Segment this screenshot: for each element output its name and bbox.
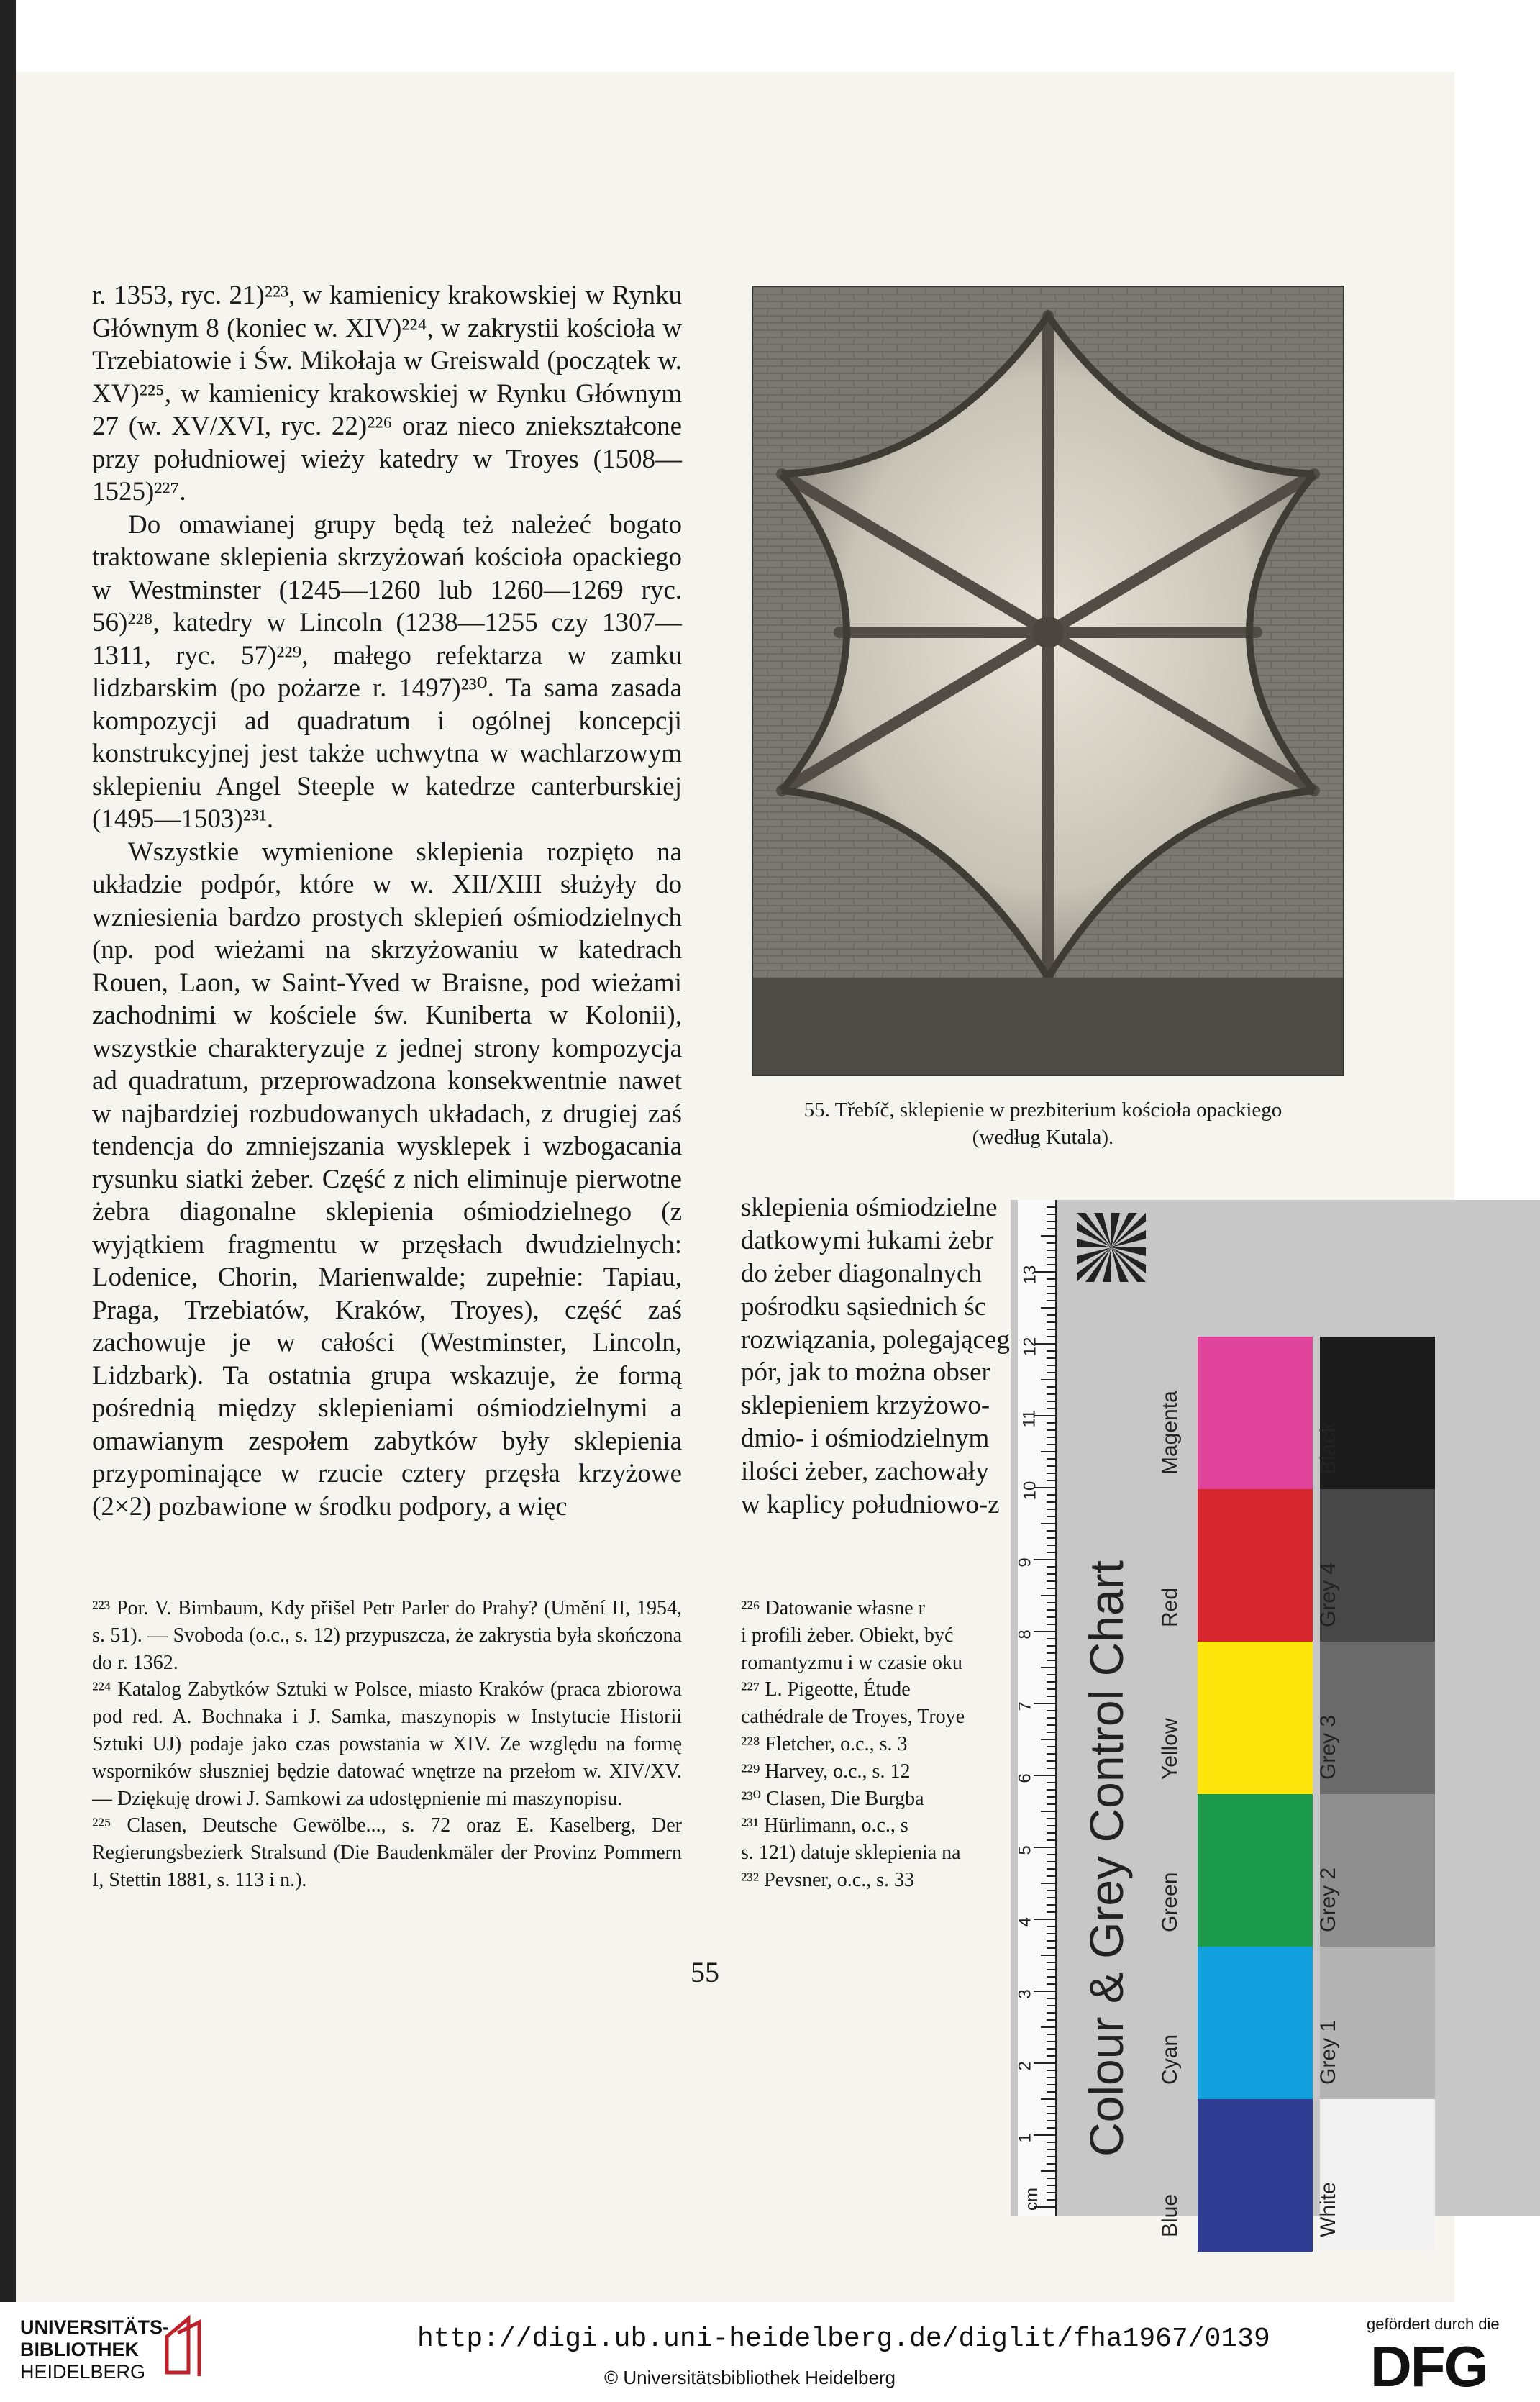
ruler-number: 9 (1015, 1557, 1035, 1568)
library-logo-text (20, 2316, 169, 2383)
color-swatch-blue (1198, 2099, 1313, 2252)
color-swatch-yellow (1198, 1642, 1313, 1794)
figure-caption (741, 1097, 1345, 1151)
ruler-number: 13 (1020, 1265, 1040, 1285)
color-swatch-label: Cyan (1158, 2034, 1182, 2085)
scan-edge-left (0, 0, 16, 2302)
right-text-column (741, 1191, 1043, 1521)
right-line: dmio- i ośmiodzielnym (741, 1424, 990, 1454)
footnote-line: romantyzmu i w czasie oku (741, 1651, 962, 1674)
grey-swatch-label: Grey 4 (1316, 1562, 1340, 1627)
grey-swatch-label: Grey 3 (1316, 1714, 1340, 1780)
color-swatch-label: Green (1158, 1872, 1182, 1932)
left-text-column (92, 279, 682, 1523)
footnote-line: i profili żeber. Obiekt, być (741, 1624, 954, 1647)
color-swatch-label: Yellow (1158, 1718, 1182, 1780)
footnote-line: ²²⁸ Fletcher, o.c., s. 3 (741, 1732, 908, 1755)
ruler-number: 10 (1020, 1480, 1040, 1501)
color-swatch-label: Magenta (1158, 1391, 1182, 1475)
copyright-text: © Universitätsbibliothek Heidelberg (604, 2367, 896, 2388)
document-url[interactable]: http://digi.ub.uni-heidelberg.de/diglit/fha1967/0139 (417, 2324, 1270, 2355)
caption-line-2: (według Kutala). (972, 1125, 1114, 1149)
ruler-number: 1 (1015, 2133, 1035, 2143)
ruler-number: 12 (1020, 1337, 1040, 1357)
library-line-2: BIBLIOTHEK (20, 2339, 139, 2361)
ruler-number: 3 (1015, 1989, 1035, 1999)
paragraph-2: Do omawianej grupy będą też należeć bogato traktowane sklepienia skrzyżowań kościoła opackiego w Westminster (1245—1260 lub 1260—1269 ryc. 56)²²⁸, katedry w Lincoln (1238—1255 czy 1307—1311, ryc. 57)²²⁹, małego refektarza w zamku lidzbarskim (po pożarze r. 1497)²³⁰. Ta sama zasada kompozycji ad quadratum i ogólnej koncepcji konstrukcyjnej jest także uchwytna w wachlarzowym sklepieniu Angel Steeple w katedrze canterburskiej (1495—1503)²³¹. (92, 509, 682, 834)
chart-title: Colour & Grey Control Chart (1080, 1560, 1133, 2157)
right-line: datkowymi łukami żebr (741, 1225, 994, 1255)
footnote-224: ²²⁴ Katalog Zabytków Sztuki w Polsce, miasto Kraków (praca zbiorowa pod red. A. Bochnaka i J. Samka, maszynopis w Instytucie Historii Sztuki UJ) podaje jako czas powstania w XIV. Ze względu na formę wsporników słuszniej będzie datować wnętrze na przełom w. XIV/XV. — Dziękuję drowi J. Samkowi za udostępnienie mi maszynopisu. (92, 1678, 682, 1810)
footnote-line: ²³² Pevsner, o.c., s. 33 (741, 1868, 915, 1891)
footnote-225: ²²⁵ Clasen, Deutsche Gewölbe..., s. 72 oraz E. Kaselberg, Der Regierungsbezierk Stralsund (Die Baudenkmäler der Provinz Pommern I, Stettin 1881, s. 113 i n.). (92, 1814, 682, 1891)
library-line-1: UNIVERSITÄTS- (20, 2316, 170, 2338)
right-line: do żeber diagonalnych (741, 1258, 982, 1288)
grey-swatch-label: Grey 2 (1316, 1867, 1340, 1932)
ruler-number: 8 (1015, 1629, 1035, 1639)
starburst-icon (1077, 1213, 1146, 1282)
library-logo-icon (160, 2315, 203, 2380)
funder-note: gefördert durch die (1367, 2315, 1500, 2333)
right-line: pór, jak to można obser (741, 1357, 990, 1388)
ruler-number: 6 (1015, 1773, 1035, 1783)
dfg-logo: DFG (1370, 2334, 1487, 2398)
footnote-line: ²²⁹ Harvey, o.c., s. 12 (741, 1760, 911, 1783)
ruler-number: 11 (1019, 1409, 1039, 1428)
right-line: pośrodku sąsiednich śc (741, 1291, 987, 1321)
color-swatch-label: Blue (1158, 2193, 1182, 2237)
paragraph-3: Wszystkie wymienione sklepienia rozpięto na układzie podpór, które w w. XII/XIII służyły do wzniesienia bardzo prostych sklepień ośmiodzielnych (np. pod wieżami na skrzyżowaniu w katedrach Rouen, Laon, w Saint-Yved w Braisne, pod wieżami zachodnimi w kościele św. Kuniberta w Kolonii), wszystkie charakteryzuje z jednej strony kompozycja ad quadratum, przeprowadzona konsekwentnie nawet w najbardziej rozbudowanych układach, z drugiej zaś tendencja do zmniejszania wysklepek i wzbogacania rysunku siatki żeber. Część z nich eliminuje pierwotne żebra diagonalne sklepienia ośmiodzielnego (z wyjątkiem fragmentu w przęsłach dwudzielnych: Lodenice, Chorin, Marienwalde; zupełnie: Tapiau, Praga, Trzebiatów, Kraków, Troyes), część zaś zachowuje je w całości (Westminster, Lincoln, Lidzbark). Ta ostatnia grupa wskazuje, że formą pośrednią między sklepieniami ośmiodzielnymi a omawianym zespołem zabytków były sklepienia przypominające w rzucie cztery przęsła krzyżowe (2×2) pozbawione w środku podpory, a więc (92, 837, 682, 1521)
right-line: sklepieniem krzyżowo- (741, 1391, 990, 1421)
ruler-unit: cm (1022, 2188, 1042, 2211)
right-line: sklepienia ośmiodzielne (741, 1193, 998, 1222)
ruler-number: 2 (1015, 2061, 1035, 2071)
footnote-line: ²³¹ Hürlimann, o.c., s (741, 1814, 908, 1837)
footnotes-right (741, 1595, 1021, 1894)
vault-illustration (753, 287, 1343, 1075)
footnote-line: ²³⁰ Clasen, Die Burgba (741, 1787, 924, 1810)
color-swatch-cyan (1198, 1947, 1313, 2099)
page-number: 55 (691, 1956, 719, 1988)
library-line-3: HEIDELBERG (20, 2361, 146, 2383)
ruler-number: 5 (1015, 1845, 1035, 1855)
color-swatch-magenta (1198, 1337, 1313, 1489)
right-line: ilości żeber, zachowały (741, 1457, 989, 1486)
footnote-line: cathédrale de Troyes, Troye (741, 1706, 965, 1729)
grey-swatch-label: Grey 1 (1316, 2019, 1340, 2085)
vault-photograph (752, 286, 1344, 1076)
scan-margin-top (0, 0, 1540, 72)
color-swatch-green (1198, 1794, 1313, 1947)
footnote-line: ²²⁷ L. Pigeotte, Étude (741, 1678, 911, 1701)
color-swatch-label: Red (1158, 1587, 1182, 1627)
grey-swatch-label: White (1316, 2182, 1340, 2237)
color-control-chart (1011, 1200, 1540, 2237)
grey-swatch-label: Black (1316, 1421, 1340, 1475)
right-line: w kaplicy południowo-z (741, 1489, 1000, 1519)
ruler-number: 7 (1015, 1701, 1035, 1711)
footnote-line: s. 121) datuje sklepienia na (741, 1842, 961, 1865)
paragraph-1: r. 1353, ryc. 21)²²³, w kamienicy krakowskiej w Rynku Głównym 8 (koniec w. XIV)²²⁴, w zakrystii kościoła w Trzebiatowie i Św. Mikołaja w Greiswald (początek w. XV)²²⁵, w kamienicy krakowskiej w Rynku Głównym 27 (w. XV/XVI, ryc. 22)²²⁶ oraz nieco zniekształcone przy południowej wieży katedry w Troyes (1508—1525)²²⁷. (92, 281, 682, 506)
color-swatch-red (1198, 1489, 1313, 1642)
footnote-223: ²²³ Por. V. Birnbaum, Kdy přišel Petr Parler do Prahy? (Umění II, 1954, s. 51). — Svoboda (o.c., s. 12) przypuszcza, że zakrystia była skończona do r. 1362. (92, 1597, 682, 1674)
footnotes-left (92, 1595, 682, 1894)
right-line: rozwiązania, polegająceg (741, 1324, 1010, 1355)
caption-line-1: 55. Třebíč, sklepienie w prezbiterium kościoła opackiego (803, 1098, 1282, 1122)
footnote-line: ²²⁶ Datowanie własne r (741, 1597, 925, 1619)
footer-bar (0, 2302, 1540, 2402)
ruler-number: 4 (1015, 1917, 1035, 1927)
